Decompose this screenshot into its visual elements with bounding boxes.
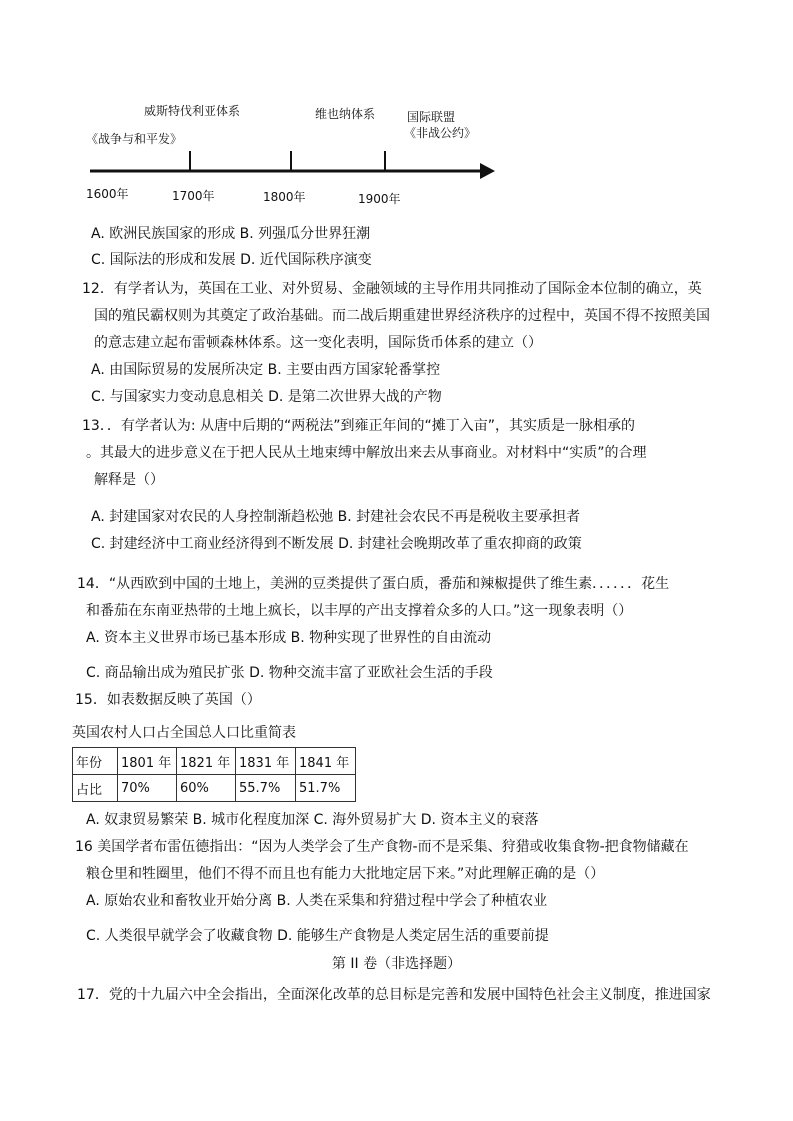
q14-line1: 14．“从西欧到中国的土地上，美洲的豆类提供了蛋白质，番茄和辣椒提供了维生素．．．．．．花生 — [77, 576, 670, 592]
q11-options-ab: A. 欧洲民族国家的形成 B. 列强瓜分世界狂潮 — [91, 226, 371, 242]
table-cell: 1831 年 — [236, 748, 296, 775]
q16-line1: 16 美国学者布雷伍德指出：“因为人类学会了生产食物-而不是采集、狩猎或收集食物-把食物储藏在 — [75, 839, 689, 855]
year-1800: 1800年 — [263, 190, 306, 204]
year-1700: 1700年 — [172, 189, 215, 203]
table-row — [73, 748, 356, 775]
label-kellogg: 《非战公约》 — [404, 126, 477, 140]
table-cell: 70% — [118, 775, 177, 802]
q12-options-cd: C. 与国家实力变动息息相关 D. 是第二次世界大战的产物 — [91, 389, 442, 405]
label-league: 国际联盟 — [407, 110, 456, 124]
table-cell: 1801 年 — [118, 748, 177, 775]
q13-options-ab: A. 封建国家对农民的人身控制渐趋松弛 B. 封建社会农民不再是税收主要承担者 — [91, 509, 581, 525]
q13-options-cd: C. 封建经济中工商业经济得到不断发展 D. 封建社会晚期改革了重农抑商的政策 — [91, 536, 582, 552]
q14-options-ab: A. 资本主义世界市场已基本形成 B. 物种实现了世界性的自由流动 — [86, 630, 492, 646]
q16-line2: 粮仓里和牲圈里，他们不得不而且也有能力大批地定居下来。”对此理解正确的是（） — [86, 866, 605, 882]
label-westphalia: 威斯特伐利亚体系 — [144, 104, 241, 118]
table-row — [73, 775, 356, 802]
q12-line1: 12．有学者认为，英国在工业、对外贸易、金融领域的主导作用共同推动了国际金本位制的确立，英 — [82, 281, 702, 297]
q15-options: A. 奴隶贸易繁荣 B. 城市化程度加深 C. 海外贸易扩大 D. 资本主义的衰落 — [86, 812, 539, 828]
q13-line1: 13．．有学者认为: 从唐中后期的“两税法”到雍正年间的“摊丁入亩”，其实质是一脉相承的 — [82, 418, 635, 434]
q16-options-ab: A. 原始农业和畜牧业开始分离 B. 人类在采集和狩猎过程中学会了种植农业 — [86, 893, 548, 909]
q13-line2: 。其最大的进步意义在于把人民从土地束缚中解放出来去从事商业。对材料中“实质”的合理 — [86, 445, 647, 461]
q11-options-cd: C. 国际法的形成和发展 D. 近代国际秩序演变 — [91, 252, 372, 268]
timeline-arrow — [480, 163, 495, 179]
table-cell: 1841 年 — [296, 748, 356, 775]
q12-line3: 的意志建立起布雷顿森林体系。这一变化表明，国际货币体系的建立（） — [94, 335, 542, 351]
q14-options-cd: C. 商品输出成为殖民扩张 D. 物种交流丰富了亚欧社会生活的手段 — [86, 665, 493, 681]
q15-table-caption: 英国农村人口占全国总人口比重简表 — [72, 725, 296, 741]
table-cell: 55.7% — [236, 775, 296, 802]
label-war-and-peace: 《战争与和平发》 — [86, 132, 183, 146]
q15-line1: 15．如表数据反映了英国（） — [75, 692, 261, 708]
table-cell: 年份 — [73, 748, 118, 775]
year-1900: 1900年 — [358, 192, 401, 206]
table-cell: 60% — [177, 775, 236, 802]
label-vienna: 维也纳体系 — [315, 107, 376, 121]
q17-line1: 17．党的十九届六中全会指出，全面深化改革的总目标是完善和发展中国特色社会主义制度，推进国家 — [77, 987, 711, 1003]
q13-line3: 解释是（） — [94, 472, 164, 488]
q14-line2: 和番茄在东南亚热带的土地上疯长，以丰厚的产出支撑着众多的人口。”这一现象表明（） — [86, 603, 633, 619]
table-cell: 1821 年 — [177, 748, 236, 775]
table-cell: 51.7% — [296, 775, 356, 802]
q12-options-ab: A. 由国际贸易的发展所决定 B. 主要由西方国家轮番掌控 — [91, 362, 441, 378]
year-1600: 1600年 — [86, 187, 129, 201]
section-title: 第 II 卷（非选择题） — [331, 956, 462, 972]
q16-options-cd: C. 人类很早就学会了收藏食物 D. 能够生产食物是人类定居生活的重要前提 — [86, 928, 549, 944]
population-table — [72, 747, 356, 802]
q12-line2: 国的殖民霸权则为其奠定了政治基础。而二战后期重建世界经济秩序的过程中，英国不得不按照美国 — [94, 308, 710, 324]
table-cell: 占比 — [73, 775, 118, 802]
